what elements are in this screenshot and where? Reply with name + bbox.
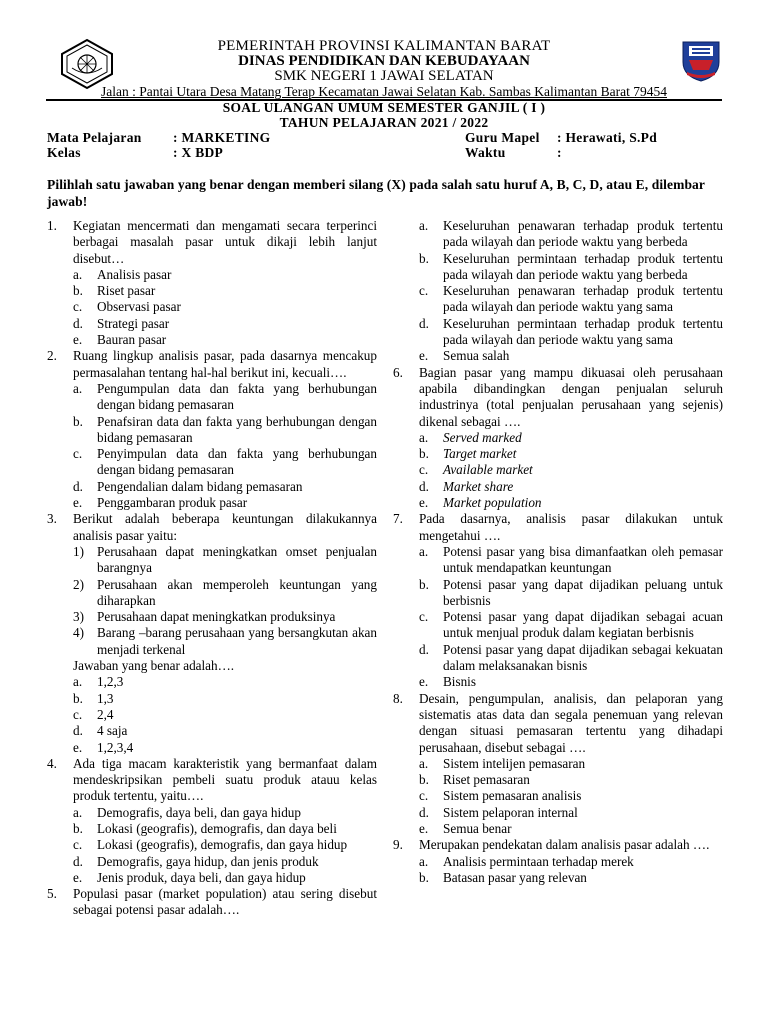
option-d[interactable] xyxy=(419,316,723,349)
option-text: Market population xyxy=(443,495,542,511)
option-text: Jenis produk, daya beli, dan gaya hidup xyxy=(97,869,306,885)
statement-text: Perusahaan dapat meningkatkan produksinya xyxy=(97,609,336,625)
statement-number: 3) xyxy=(73,609,84,625)
teacher-label: Guru Mapel xyxy=(465,130,540,145)
question-number: 5. xyxy=(47,886,57,902)
option-text: Penafsiran data dan fakta yang berhubungan dengan bidang pemasaran xyxy=(97,413,377,445)
option-letter: e. xyxy=(73,495,83,511)
option-text: Riset pemasaran xyxy=(443,772,530,788)
option-text: Keseluruhan permintaan terhadap produk tertentu pada wilayah dan periode waktu yang berbeda xyxy=(443,250,723,282)
teacher-value: : Herawati, S.Pd xyxy=(557,130,658,145)
option-letter: e. xyxy=(73,332,83,348)
option-letter: b. xyxy=(419,446,429,462)
option-list xyxy=(73,805,377,886)
option-text: Sistem pelaporan internal xyxy=(443,804,578,820)
option-list xyxy=(419,756,723,837)
option-c[interactable] xyxy=(419,788,723,804)
header-school-name: SMK NEGERI 1 JAWAI SELATAN xyxy=(274,68,494,84)
option-letter: c. xyxy=(73,837,83,853)
statement-list xyxy=(73,544,377,658)
question-text: Merupakan pendekatan dalam analisis pasar adalah …. xyxy=(419,837,710,853)
option-a[interactable] xyxy=(419,430,723,446)
option-e[interactable] xyxy=(419,348,723,364)
option-c[interactable] xyxy=(419,609,723,642)
option-text: 1,3 xyxy=(97,690,114,706)
option-d[interactable] xyxy=(419,805,723,821)
question-text: Bagian pasar yang mampu dikuasai oleh perusahaan apabila dibandingkan dengan penjualan seluruh industrinya (total penjualan perusahaan yang sejenis) dikenal sebagai …. xyxy=(419,364,723,429)
left-column xyxy=(47,218,377,919)
option-list xyxy=(73,381,377,511)
option-letter: d. xyxy=(419,641,429,657)
option-text: Lokasi (geografis), demografis, dan daya beli xyxy=(97,820,337,836)
question-text: Berikut adalah beberapa keuntungan dilakukannya analisis pasar yaitu: xyxy=(73,511,377,543)
option-list xyxy=(73,267,377,348)
option-text: Potensi pasar yang dapat dijadikan sebagai kekuatan dalam melaksanakan bisnis xyxy=(443,641,723,674)
option-letter: b. xyxy=(419,250,429,266)
statement-item xyxy=(73,625,377,658)
option-letter: c. xyxy=(419,609,429,625)
option-b[interactable] xyxy=(419,577,723,610)
option-letter: b. xyxy=(73,820,83,836)
option-d[interactable] xyxy=(73,854,377,870)
option-b[interactable] xyxy=(73,283,377,299)
question-number: 3. xyxy=(47,511,57,527)
option-a[interactable] xyxy=(73,267,377,283)
option-letter: c. xyxy=(419,283,429,299)
option-letter: d. xyxy=(419,315,429,331)
option-text: Sistem pemasaran analisis xyxy=(443,788,582,804)
option-d[interactable] xyxy=(73,479,377,495)
question-text: Ruang lingkup analisis pasar, pada dasarnya mencakup permasalahan tentang hal-hal berikut ini, kecuali…. xyxy=(73,348,377,380)
question-number: 7. xyxy=(393,511,403,527)
academic-year: TAHUN PELAJARAN 2021 / 2022 xyxy=(279,115,489,130)
option-a[interactable] xyxy=(419,218,723,251)
option-text: Semua salah xyxy=(443,348,510,364)
option-text: Strategi pasar xyxy=(97,315,170,331)
statement-text: Barang –barang perusahaan yang bersangkutan akan menjadi terkenal xyxy=(97,625,377,657)
option-e[interactable] xyxy=(73,740,377,756)
option-text: Batasan pasar yang relevan xyxy=(443,869,587,885)
option-e[interactable] xyxy=(73,495,377,511)
option-text: 1,2,3,4 xyxy=(97,739,134,755)
statement-item xyxy=(73,544,377,577)
option-text: Potensi pasar yang dapat dijadikan sebagai acuan untuk menjual produk dalam kegiatan berbisnis xyxy=(443,609,723,641)
subject-value: : MARKETING xyxy=(173,130,271,145)
option-letter: d. xyxy=(419,478,429,494)
option-letter: d. xyxy=(419,804,429,820)
option-letter: d. xyxy=(73,723,83,739)
option-text: Target market xyxy=(443,446,517,462)
option-text: Keseluruhan permintaan terhadap produk tertentu pada wilayah dan periode waktu yang sama xyxy=(443,315,723,348)
question-7 xyxy=(393,511,723,690)
option-text: 1,2,3 xyxy=(97,674,124,690)
option-letter: a. xyxy=(73,266,83,282)
option-letter: b. xyxy=(419,576,429,592)
option-text: Demografis, gaya hidup, dan jenis produk xyxy=(97,853,319,869)
option-letter: e. xyxy=(419,348,429,364)
option-letter: b. xyxy=(73,283,83,299)
question-4 xyxy=(47,756,377,886)
option-text: Riset pasar xyxy=(97,283,156,299)
option-letter: b. xyxy=(419,869,429,885)
question-8 xyxy=(393,691,723,838)
statement-number: 1) xyxy=(73,543,84,559)
option-letter: a. xyxy=(73,380,83,396)
subject-label: Mata Pelajaran xyxy=(47,130,142,145)
option-text: Lokasi (geografis), demografis, dan gaya hidup xyxy=(97,837,348,853)
statement-item xyxy=(73,609,377,625)
question-number: 8. xyxy=(393,690,403,706)
option-text: 2,4 xyxy=(97,706,114,722)
question-2 xyxy=(47,348,377,511)
option-letter: e. xyxy=(419,674,429,690)
option-text: 4 saja xyxy=(97,723,128,739)
option-a[interactable] xyxy=(419,854,723,870)
option-text: Penggambaran produk pasar xyxy=(97,495,248,511)
option-a[interactable] xyxy=(73,805,377,821)
exam-instruction: Pilihlah satu jawaban yang benar dengan memberi silang (X) pada salah satu huruf A, B, C, D, atau E, dilembar jawab! xyxy=(47,177,705,209)
option-letter: a. xyxy=(73,674,83,690)
option-text: Potensi pasar yang bisa dimanfaatkan oleh pemasar untuk mendapatkan keuntungan xyxy=(443,543,723,576)
option-list xyxy=(419,430,723,511)
right-column xyxy=(393,218,723,886)
option-letter: a. xyxy=(419,853,429,869)
option-letter: c. xyxy=(73,446,83,462)
option-text: Observasi pasar xyxy=(97,299,181,315)
answer-prompt: Jawaban yang benar adalah…. xyxy=(73,658,235,674)
option-text: Market share xyxy=(443,478,514,494)
option-c[interactable] xyxy=(419,283,723,316)
statement-number: 2) xyxy=(73,576,84,592)
option-letter: a. xyxy=(419,218,429,233)
question-number: 6. xyxy=(393,364,403,380)
option-b[interactable] xyxy=(73,414,377,447)
option-a[interactable] xyxy=(73,381,377,414)
option-letter: a. xyxy=(419,429,429,445)
question-number: 4. xyxy=(47,755,57,771)
option-c[interactable] xyxy=(73,299,377,315)
option-letter: a. xyxy=(419,755,429,771)
option-b[interactable] xyxy=(419,446,723,462)
option-b[interactable] xyxy=(419,251,723,284)
question-5 xyxy=(47,886,377,919)
question-text: Ada tiga macam karakteristik yang bermanfaat dalam mendeskripsikan pembeli suatu produk atauu kelas produk tertentu, yaitu…. xyxy=(73,755,377,804)
header-government-line: PEMERINTAH PROVINSI KALIMANTAN BARAT xyxy=(217,38,551,54)
header-address: Jalan : Pantai Utara Desa Matang Terap Kecamatan Jawai Selatan Kab. Sambas Kalimantan Barat 79454 xyxy=(101,84,667,99)
option-text: Bisnis xyxy=(443,674,476,690)
option-e[interactable] xyxy=(73,870,377,886)
option-text: Potensi pasar yang dapat dijadikan peluang untuk berbisnis xyxy=(443,576,723,608)
option-d[interactable] xyxy=(419,479,723,495)
option-c[interactable] xyxy=(73,837,377,853)
option-letter: e. xyxy=(419,820,429,836)
class-label: Kelas xyxy=(47,145,81,160)
option-text: Penyimpulan data dan fakta yang berhubungan dengan bidang pemasaran xyxy=(97,446,377,478)
time-label: Waktu xyxy=(465,145,506,160)
class-value: : X BDP xyxy=(173,145,224,160)
option-letter: c. xyxy=(73,299,83,315)
option-letter: a. xyxy=(419,543,429,559)
option-list xyxy=(419,544,723,691)
option-letter: b. xyxy=(73,690,83,706)
option-letter: b. xyxy=(419,772,429,788)
option-letter: c. xyxy=(73,706,83,722)
option-text: Bauran pasar xyxy=(97,332,167,348)
option-d[interactable] xyxy=(73,723,377,739)
option-e[interactable] xyxy=(73,332,377,348)
question-9 xyxy=(393,837,723,886)
exam-title: SOAL ULANGAN UMUM SEMESTER GANJIL ( I ) xyxy=(222,100,546,115)
statement-number: 4) xyxy=(73,625,84,641)
option-c[interactable] xyxy=(73,446,377,479)
question-6 xyxy=(393,365,723,512)
option-b[interactable] xyxy=(73,821,377,837)
option-letter: e. xyxy=(73,869,83,885)
question-text: Pada dasarnya, analisis pasar dilakukan untuk mengetahui …. xyxy=(419,511,723,543)
option-text: Served marked xyxy=(443,429,522,445)
option-letter: b. xyxy=(73,413,83,429)
option-text: Keseluruhan penawaran terhadap produk tertentu pada wilayah dan periode waktu yang berbeda xyxy=(443,218,723,250)
option-b[interactable] xyxy=(419,870,723,886)
option-letter: d. xyxy=(73,315,83,331)
option-d[interactable] xyxy=(73,316,377,332)
option-letter: e. xyxy=(419,495,429,511)
option-letter: a. xyxy=(73,804,83,820)
option-letter: c. xyxy=(419,788,429,804)
option-text: Available market xyxy=(443,462,533,478)
option-text: Pengumpulan data dan fakta yang berhubungan dengan bidang pemasaran xyxy=(97,380,377,413)
option-text: Keseluruhan penawaran terhadap produk tertentu pada wilayah dan periode waktu yang sama xyxy=(443,283,723,315)
option-e[interactable] xyxy=(419,495,723,511)
option-b[interactable] xyxy=(419,772,723,788)
option-list xyxy=(419,854,723,887)
option-e[interactable] xyxy=(419,674,723,690)
option-letter: e. xyxy=(73,739,83,755)
question-3 xyxy=(47,511,377,755)
option-text: Semua benar xyxy=(443,820,512,836)
header-department-line: DINAS PENDIDIKAN DAN KEBUDAYAAN xyxy=(238,53,530,69)
statement-text: Perusahaan dapat meningkatkan omset penjualan barangnya xyxy=(97,543,377,576)
option-a[interactable] xyxy=(419,544,723,577)
question-number: 1. xyxy=(47,218,57,233)
option-a[interactable] xyxy=(419,756,723,772)
option-text: Analisis pasar xyxy=(97,266,172,282)
question-1 xyxy=(47,218,377,348)
question-text: Kegiatan mencermati dan mengamati secara terperinci berbagai masalah pasar untuk dikaji lebih lanjut disebut… xyxy=(73,218,377,266)
time-value: : xyxy=(557,145,562,160)
option-d[interactable] xyxy=(419,642,723,675)
option-letter: d. xyxy=(73,478,83,494)
statement-text: Perusahaan akan memperoleh keuntungan yang diharapkan xyxy=(97,576,377,608)
question-number: 2. xyxy=(47,348,57,364)
option-text: Sistem intelijen pemasaran xyxy=(443,755,586,771)
question-5-option-list xyxy=(419,218,723,365)
option-text: Demografis, daya beli, dan gaya hidup xyxy=(97,804,301,820)
option-letter: c. xyxy=(419,462,429,478)
option-a[interactable] xyxy=(73,674,377,690)
question-text: Desain, pengumpulan, analisis, dan pelaporan yang sistematis atas data dan segala penemuan yang relevan dengan situasi pemasaran tertentu yang dihadapi perusahaan, disebut sebagai …. xyxy=(419,690,723,755)
option-c[interactable] xyxy=(73,707,377,723)
option-list xyxy=(73,674,377,755)
option-letter: d. xyxy=(73,853,83,869)
statement-item xyxy=(73,577,377,610)
question-number: 9. xyxy=(393,837,403,853)
question-text: Populasi pasar (market population) atau sering disebut sebagai potensi pasar adalah…. xyxy=(73,886,377,918)
option-b[interactable] xyxy=(73,691,377,707)
option-text: Analisis permintaan terhadap merek xyxy=(443,853,634,869)
option-e[interactable] xyxy=(419,821,723,837)
option-text: Pengendalian dalam bidang pemasaran xyxy=(97,478,303,494)
option-c[interactable] xyxy=(419,462,723,478)
